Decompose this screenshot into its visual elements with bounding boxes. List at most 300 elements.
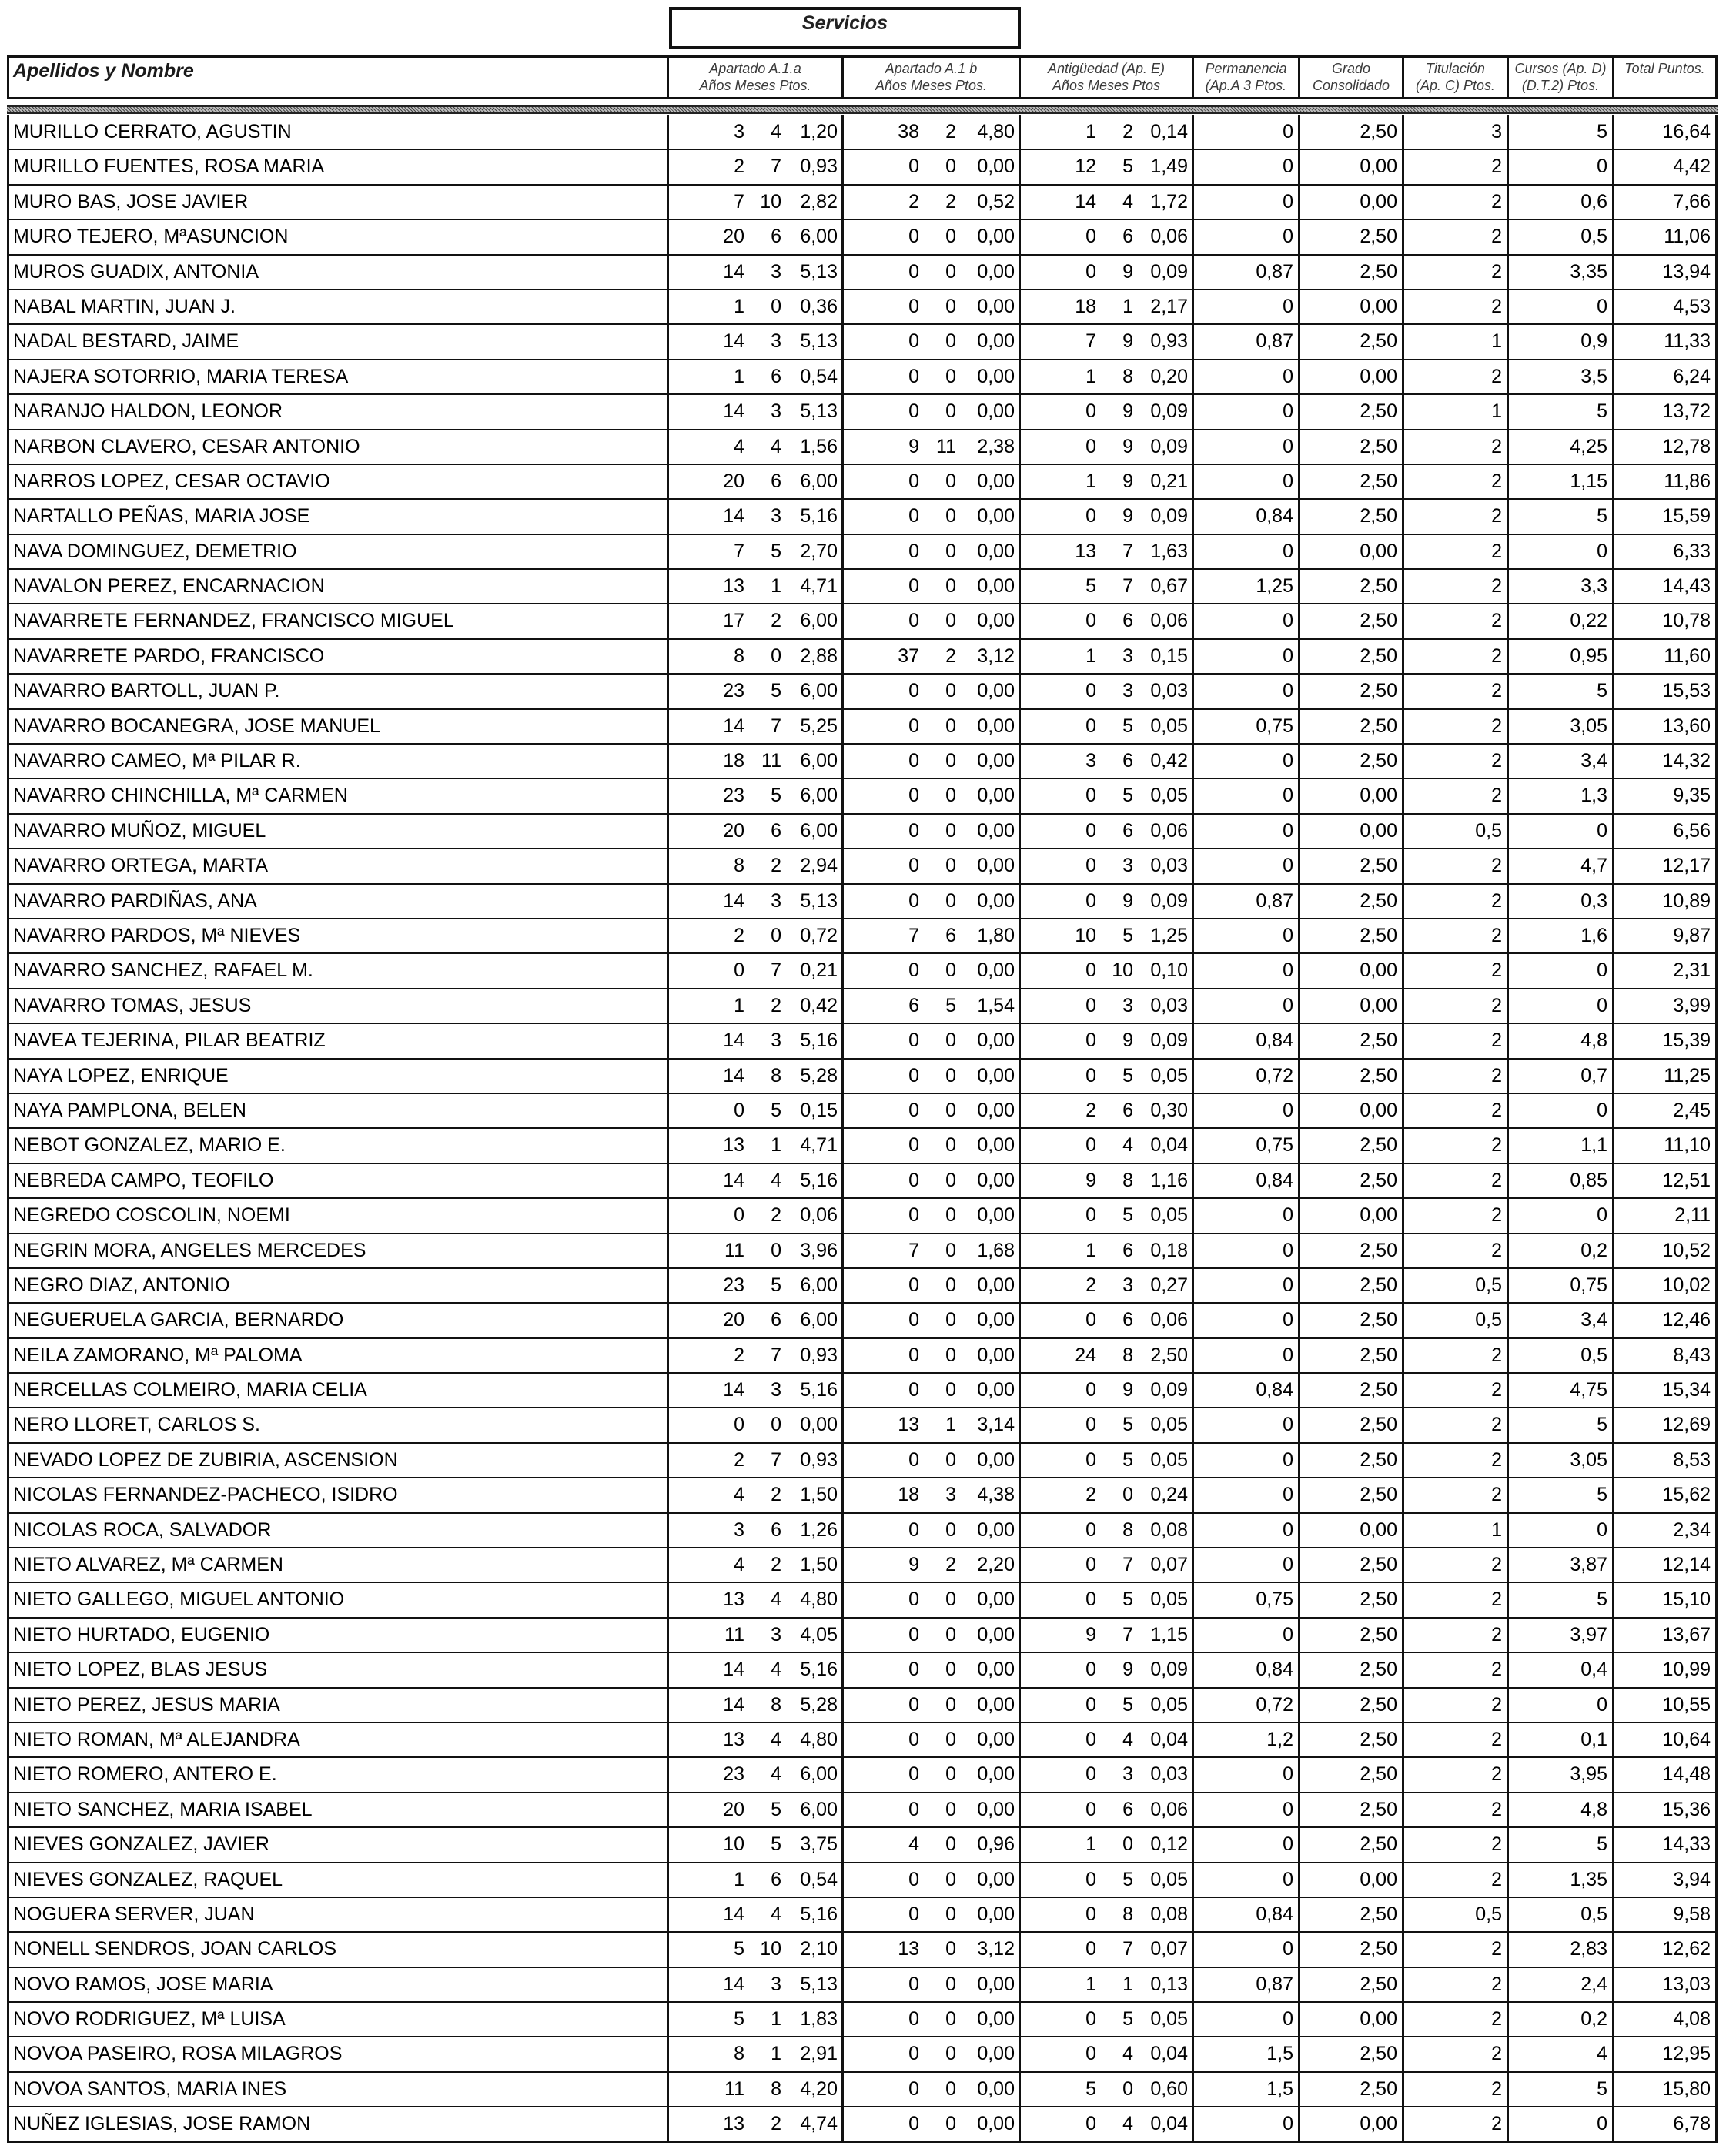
cell-grado: 2,50 bbox=[1300, 1304, 1404, 1337]
cell-tit: 2 bbox=[1404, 256, 1509, 289]
cell-a1b bbox=[844, 1060, 1021, 1093]
cell-perm: 0 bbox=[1194, 1863, 1300, 1897]
cell-ant-meses: 6 bbox=[1122, 1099, 1133, 1121]
cell-grado: 2,50 bbox=[1300, 116, 1404, 149]
cell-a1a-anos: 5 bbox=[734, 1938, 744, 1960]
cell-name: NIETO ALVAREZ, Mª CARMEN bbox=[7, 1548, 669, 1582]
cell-ant bbox=[1021, 2037, 1194, 2071]
cell-tit: 2 bbox=[1404, 779, 1509, 812]
cell-a1b bbox=[844, 360, 1021, 393]
table-row bbox=[7, 1968, 1718, 2003]
cell-total: 15,10 bbox=[1614, 1583, 1718, 1616]
cell-a1b bbox=[844, 849, 1021, 882]
table-row bbox=[7, 430, 1718, 465]
cell-a1a-meses: 1 bbox=[771, 2008, 781, 2030]
cell-ant-meses: 3 bbox=[1122, 994, 1133, 1016]
cell-a1a bbox=[669, 2003, 844, 2036]
cell-ant-ptos: 0,05 bbox=[1150, 2008, 1188, 2030]
cell-ant bbox=[1021, 535, 1194, 568]
cell-total: 14,32 bbox=[1614, 745, 1718, 778]
cell-grado: 2,50 bbox=[1300, 919, 1404, 952]
cell-grado: 2,50 bbox=[1300, 395, 1404, 428]
cell-a1a-anos: 20 bbox=[723, 1798, 744, 1820]
cell-ant-meses: 9 bbox=[1122, 1379, 1133, 1401]
cell-a1b-anos: 7 bbox=[908, 924, 919, 946]
cell-a1b bbox=[844, 779, 1021, 812]
cell-a1a bbox=[669, 325, 844, 358]
cell-ant-ptos: 1,72 bbox=[1150, 190, 1188, 213]
table-row bbox=[7, 1444, 1718, 1478]
table-row bbox=[7, 1828, 1718, 1863]
cell-a1b bbox=[844, 465, 1021, 498]
cell-a1a-meses: 4 bbox=[771, 121, 781, 142]
cell-grado: 2,50 bbox=[1300, 2073, 1404, 2106]
cell-total: 6,24 bbox=[1614, 360, 1718, 393]
cell-a1a bbox=[669, 919, 844, 952]
cell-a1a-ptos: 5,13 bbox=[800, 260, 838, 283]
cell-ant bbox=[1021, 1793, 1194, 1826]
cell-a1b-meses: 0 bbox=[945, 1693, 956, 1716]
cell-a1a-anos: 13 bbox=[723, 1134, 744, 1157]
cell-tit: 2 bbox=[1404, 604, 1509, 638]
cell-a1b-ptos: 0,00 bbox=[977, 819, 1015, 842]
cell-a1a-anos: 2 bbox=[734, 1448, 744, 1471]
cell-tit: 2 bbox=[1404, 1689, 1509, 1722]
cell-a1b-meses: 0 bbox=[945, 2113, 956, 2135]
cell-a1b-ptos: 0,00 bbox=[977, 1309, 1015, 1331]
cell-total: 10,78 bbox=[1614, 604, 1718, 638]
cell-tit: 2 bbox=[1404, 1548, 1509, 1582]
cell-a1a-meses: 5 bbox=[771, 785, 781, 807]
cell-ant-meses: 9 bbox=[1122, 505, 1133, 527]
cell-a1a bbox=[669, 675, 844, 708]
cell-perm: 0 bbox=[1194, 989, 1300, 1023]
cell-a1b-meses: 1 bbox=[945, 1414, 956, 1436]
cell-a1b-anos: 0 bbox=[908, 1728, 919, 1750]
cell-a1a-anos: 14 bbox=[723, 505, 744, 527]
cell-ant bbox=[1021, 1408, 1194, 1441]
cell-tit: 3 bbox=[1404, 116, 1509, 149]
cell-a1b-anos: 9 bbox=[908, 435, 919, 457]
cell-a1a-meses: 3 bbox=[771, 260, 781, 283]
cell-a1b-anos: 0 bbox=[908, 1868, 919, 1890]
cell-a1b-meses: 0 bbox=[945, 785, 956, 807]
cell-a1b-ptos: 0,00 bbox=[977, 959, 1015, 982]
cell-cursos: 0,2 bbox=[1509, 1234, 1614, 1267]
cell-grado: 2,50 bbox=[1300, 1408, 1404, 1441]
table-row bbox=[7, 1514, 1718, 1548]
cell-a1b-ptos: 0,00 bbox=[977, 575, 1015, 598]
cell-a1a-ptos: 6,00 bbox=[800, 785, 838, 807]
cell-ant-ptos: 0,09 bbox=[1150, 435, 1188, 457]
cell-ant-meses: 6 bbox=[1122, 1798, 1133, 1820]
cell-tit: 2 bbox=[1404, 640, 1509, 673]
cell-perm: 0,75 bbox=[1194, 1129, 1300, 1162]
cell-grado: 2,50 bbox=[1300, 325, 1404, 358]
cell-a1b bbox=[844, 186, 1021, 219]
cell-ant-anos: 14 bbox=[1075, 190, 1096, 213]
cell-a1a-anos: 0 bbox=[734, 1414, 744, 1436]
cell-a1b bbox=[844, 395, 1021, 428]
cell-a1b-meses: 0 bbox=[945, 1973, 956, 1995]
cell-a1b bbox=[844, 640, 1021, 673]
cell-ant bbox=[1021, 2003, 1194, 2036]
cell-name: NAVARRO BOCANEGRA, JOSE MANUEL bbox=[7, 710, 669, 743]
cell-ant-meses: 8 bbox=[1122, 1169, 1133, 1191]
cell-name: NAYA PAMPLONA, BELEN bbox=[7, 1094, 669, 1127]
cell-ant-meses: 9 bbox=[1122, 400, 1133, 423]
cell-a1b bbox=[844, 1828, 1021, 1861]
cell-a1a-meses: 0 bbox=[771, 644, 781, 667]
table-row bbox=[7, 2003, 1718, 2037]
cell-total: 15,53 bbox=[1614, 675, 1718, 708]
cell-cursos: 5 bbox=[1509, 1478, 1614, 1512]
table-row bbox=[7, 745, 1718, 779]
cell-a1b bbox=[844, 2073, 1021, 2106]
cell-a1a bbox=[669, 1374, 844, 1407]
cell-a1a bbox=[669, 360, 844, 393]
cell-a1b-anos: 0 bbox=[908, 2113, 919, 2135]
cell-ant-anos: 0 bbox=[1085, 959, 1096, 982]
servicios-label: Servicios bbox=[801, 12, 888, 34]
cell-name: NAVA DOMINGUEZ, DEMETRIO bbox=[7, 535, 669, 568]
cell-grado: 0,00 bbox=[1300, 815, 1404, 848]
cell-grado: 2,50 bbox=[1300, 1793, 1404, 1826]
cell-tit: 2 bbox=[1404, 186, 1509, 219]
cell-perm: 0 bbox=[1194, 1933, 1300, 1966]
cell-ant-meses: 6 bbox=[1122, 819, 1133, 842]
cell-ant-ptos: 0,12 bbox=[1150, 1833, 1188, 1856]
cell-a1a bbox=[669, 430, 844, 464]
cell-ant-ptos: 0,06 bbox=[1150, 1798, 1188, 1820]
cell-a1b-meses: 0 bbox=[945, 400, 956, 423]
cell-ant bbox=[1021, 1094, 1194, 1127]
cell-name: NAVARRO CHINCHILLA, Mª CARMEN bbox=[7, 779, 669, 812]
cell-a1b-anos: 0 bbox=[908, 1798, 919, 1820]
cell-ant-anos: 0 bbox=[1085, 260, 1096, 283]
column-header-a1a-title: Apartado A.1.a bbox=[709, 61, 801, 76]
cell-ant-meses: 0 bbox=[1122, 1484, 1133, 1506]
cell-a1a-meses: 7 bbox=[771, 156, 781, 178]
cell-tit: 2 bbox=[1404, 1129, 1509, 1162]
cell-a1a bbox=[669, 1828, 844, 1861]
cell-ant bbox=[1021, 395, 1194, 428]
cell-a1b-ptos: 0,00 bbox=[977, 295, 1015, 317]
cell-perm: 0 bbox=[1194, 1828, 1300, 1861]
cell-ant bbox=[1021, 430, 1194, 464]
cell-ant bbox=[1021, 1269, 1194, 1302]
cell-cursos: 4,25 bbox=[1509, 430, 1614, 464]
cell-a1b bbox=[844, 1199, 1021, 1232]
cell-a1a-meses: 2 bbox=[771, 1204, 781, 1227]
cell-perm: 0 bbox=[1194, 954, 1300, 987]
column-header-a1a bbox=[669, 58, 844, 97]
cell-grado: 2,50 bbox=[1300, 1444, 1404, 1477]
cell-ant-anos: 0 bbox=[1085, 2008, 1096, 2030]
cell-a1a-anos: 14 bbox=[723, 1693, 744, 1716]
cell-tit: 2 bbox=[1404, 849, 1509, 882]
cell-ant-meses: 3 bbox=[1122, 855, 1133, 877]
cell-a1b-ptos: 0,00 bbox=[977, 1518, 1015, 1541]
cell-a1a-meses: 1 bbox=[771, 2043, 781, 2065]
cell-ant-ptos: 0,67 bbox=[1150, 575, 1188, 598]
cell-a1a-meses: 11 bbox=[761, 750, 781, 772]
cell-cursos: 3,4 bbox=[1509, 1304, 1614, 1337]
cell-ant bbox=[1021, 919, 1194, 952]
cell-ant-anos: 0 bbox=[1085, 1379, 1096, 1401]
cell-a1a-meses: 5 bbox=[771, 1274, 781, 1296]
cell-a1a-ptos: 5,13 bbox=[800, 400, 838, 423]
cell-a1b-anos: 38 bbox=[898, 121, 919, 142]
cell-a1b-ptos: 0,00 bbox=[977, 1903, 1015, 1925]
cell-grado: 2,50 bbox=[1300, 1339, 1404, 1372]
cell-a1b-ptos: 0,00 bbox=[977, 1693, 1015, 1716]
cell-perm: 0 bbox=[1194, 186, 1300, 219]
cell-grado: 2,50 bbox=[1300, 570, 1404, 603]
cell-a1a-ptos: 6,00 bbox=[800, 226, 838, 248]
cell-a1b-ptos: 0,00 bbox=[977, 1134, 1015, 1157]
cell-a1b-anos: 0 bbox=[908, 1204, 919, 1227]
cell-a1b-anos: 0 bbox=[908, 365, 919, 387]
cell-a1a-anos: 8 bbox=[734, 644, 744, 667]
cell-grado: 2,50 bbox=[1300, 1828, 1404, 1861]
cell-a1a bbox=[669, 1968, 844, 2001]
cell-a1a bbox=[669, 779, 844, 812]
cell-a1a-ptos: 0,93 bbox=[800, 1344, 838, 1366]
cell-tit: 2 bbox=[1404, 1374, 1509, 1407]
cell-total: 10,02 bbox=[1614, 1269, 1718, 1302]
cell-a1b bbox=[844, 150, 1021, 183]
cell-grado: 2,50 bbox=[1300, 1164, 1404, 1197]
cell-a1a-meses: 3 bbox=[771, 1029, 781, 1052]
cell-ant-anos: 0 bbox=[1085, 226, 1096, 248]
column-header-antiguedad-subtitle: Años Meses Ptos bbox=[1052, 78, 1161, 93]
cell-tit: 1 bbox=[1404, 1514, 1509, 1547]
table-row bbox=[7, 1094, 1718, 1129]
cell-ant bbox=[1021, 290, 1194, 323]
table-row bbox=[7, 1723, 1718, 1758]
cell-perm: 0 bbox=[1194, 2107, 1300, 2141]
cell-a1b-anos: 0 bbox=[908, 295, 919, 317]
cell-a1a bbox=[669, 640, 844, 673]
cell-a1a bbox=[669, 1933, 844, 1966]
table-row bbox=[7, 1898, 1718, 1933]
cell-ant-ptos: 0,60 bbox=[1150, 2077, 1188, 2100]
cell-a1a-anos: 14 bbox=[723, 1029, 744, 1052]
cell-ant-ptos: 0,07 bbox=[1150, 1554, 1188, 1576]
cell-cursos: 0,95 bbox=[1509, 640, 1614, 673]
cell-total: 11,25 bbox=[1614, 1060, 1718, 1093]
cell-ant-ptos: 0,09 bbox=[1150, 260, 1188, 283]
cell-total: 10,52 bbox=[1614, 1234, 1718, 1267]
cell-a1b-anos: 0 bbox=[908, 2077, 919, 2100]
cell-a1b-anos: 13 bbox=[898, 1938, 919, 1960]
cell-grado: 2,50 bbox=[1300, 1898, 1404, 1931]
cell-name: NOGUERA SERVER, JUAN bbox=[7, 1898, 669, 1931]
table-row bbox=[7, 849, 1718, 884]
cell-cursos: 0 bbox=[1509, 989, 1614, 1023]
cell-ant bbox=[1021, 779, 1194, 812]
cell-total: 13,94 bbox=[1614, 256, 1718, 289]
cell-ant-ptos: 0,05 bbox=[1150, 1414, 1188, 1436]
cell-a1b bbox=[844, 1898, 1021, 1931]
cell-a1a-meses: 5 bbox=[771, 1833, 781, 1856]
cell-ant-meses: 3 bbox=[1122, 644, 1133, 667]
cell-ant-ptos: 0,03 bbox=[1150, 855, 1188, 877]
cell-a1a-anos: 14 bbox=[723, 889, 744, 912]
cell-name: NARANJO HALDON, LEONOR bbox=[7, 395, 669, 428]
cell-tit: 2 bbox=[1404, 745, 1509, 778]
cell-total: 2,34 bbox=[1614, 1514, 1718, 1547]
cell-ant-ptos: 0,09 bbox=[1150, 505, 1188, 527]
cell-a1a bbox=[669, 1689, 844, 1722]
cell-grado: 0,00 bbox=[1300, 989, 1404, 1023]
cell-a1a-meses: 0 bbox=[771, 924, 781, 946]
cell-a1b-meses: 0 bbox=[945, 1169, 956, 1191]
cell-a1b-ptos: 0,96 bbox=[977, 1833, 1015, 1856]
cell-ant-ptos: 0,05 bbox=[1150, 1204, 1188, 1227]
table-row bbox=[7, 815, 1718, 849]
cell-a1b-meses: 0 bbox=[945, 1448, 956, 1471]
cell-ant-meses: 4 bbox=[1122, 1134, 1133, 1157]
cell-cursos: 5 bbox=[1509, 1583, 1614, 1616]
cell-name: NEGUERUELA GARCIA, BERNARDO bbox=[7, 1304, 669, 1337]
cell-a1a bbox=[669, 116, 844, 149]
cell-cursos: 1,6 bbox=[1509, 919, 1614, 952]
cell-ant-ptos: 0,06 bbox=[1150, 1309, 1188, 1331]
cell-a1a-anos: 14 bbox=[723, 1064, 744, 1086]
cell-ant-meses: 5 bbox=[1122, 785, 1133, 807]
cell-cursos: 5 bbox=[1509, 500, 1614, 533]
cell-perm: 0,87 bbox=[1194, 325, 1300, 358]
cell-perm: 0 bbox=[1194, 779, 1300, 812]
cell-name: NAVEA TEJERINA, PILAR BEATRIZ bbox=[7, 1024, 669, 1057]
cell-a1a-ptos: 0,15 bbox=[800, 1099, 838, 1121]
cell-name: NOVOA PASEIRO, ROSA MILAGROS bbox=[7, 2037, 669, 2071]
cell-name: NIEVES GONZALEZ, RAQUEL bbox=[7, 1863, 669, 1897]
cell-a1b-ptos: 0,00 bbox=[977, 1659, 1015, 1681]
cell-perm: 0,84 bbox=[1194, 1164, 1300, 1197]
cell-a1b-meses: 0 bbox=[945, 1204, 956, 1227]
cell-ant-ptos: 0,10 bbox=[1150, 959, 1188, 982]
cell-a1a bbox=[669, 500, 844, 533]
cell-a1b-meses: 0 bbox=[945, 750, 956, 772]
table-row bbox=[7, 919, 1718, 954]
cell-a1a-meses: 4 bbox=[771, 435, 781, 457]
cell-a1b bbox=[844, 1444, 1021, 1477]
cell-ant-anos: 0 bbox=[1085, 819, 1096, 842]
cell-perm: 0 bbox=[1194, 116, 1300, 149]
cell-total: 15,36 bbox=[1614, 1793, 1718, 1826]
cell-a1a-ptos: 0,36 bbox=[800, 295, 838, 317]
cell-perm: 0,84 bbox=[1194, 1653, 1300, 1686]
cell-a1b bbox=[844, 1304, 1021, 1337]
cell-tit: 0,5 bbox=[1404, 815, 1509, 848]
cell-a1a-anos: 20 bbox=[723, 1309, 744, 1331]
column-header-a1b bbox=[844, 58, 1021, 97]
column-header-permanencia-title: Permanencia bbox=[1205, 61, 1287, 76]
cell-a1a-ptos: 5,28 bbox=[800, 1064, 838, 1086]
cell-ant-anos: 0 bbox=[1085, 1693, 1096, 1716]
cell-total: 10,99 bbox=[1614, 1653, 1718, 1686]
cell-ant-ptos: 0,30 bbox=[1150, 1099, 1188, 1121]
cell-grado: 0,00 bbox=[1300, 186, 1404, 219]
cell-a1a bbox=[669, 290, 844, 323]
table-header bbox=[7, 55, 1718, 99]
cell-a1b-ptos: 0,00 bbox=[977, 1623, 1015, 1645]
table-row bbox=[7, 570, 1718, 604]
cell-ant-anos: 0 bbox=[1085, 1903, 1096, 1925]
cell-grado: 2,50 bbox=[1300, 1653, 1404, 1686]
cell-a1b-ptos: 4,38 bbox=[977, 1484, 1015, 1506]
column-header-name bbox=[7, 58, 669, 97]
cell-perm: 0 bbox=[1194, 1269, 1300, 1302]
cell-ant-ptos: 0,13 bbox=[1150, 1973, 1188, 1995]
cell-ant bbox=[1021, 220, 1194, 253]
cell-cursos: 3,87 bbox=[1509, 1548, 1614, 1582]
cell-a1a bbox=[669, 1619, 844, 1652]
cell-perm: 1,5 bbox=[1194, 2073, 1300, 2106]
cell-ant-meses: 1 bbox=[1122, 1973, 1133, 1995]
cell-ant-ptos: 0,09 bbox=[1150, 1029, 1188, 1052]
cell-a1b-meses: 0 bbox=[945, 1134, 956, 1157]
column-header-titulacion-subtitle: (Ap. C) Ptos. bbox=[1415, 78, 1496, 93]
cell-a1a-ptos: 4,71 bbox=[800, 575, 838, 598]
cell-a1a-ptos: 1,20 bbox=[800, 121, 838, 142]
table-row bbox=[7, 640, 1718, 675]
cell-name: NEBOT GONZALEZ, MARIO E. bbox=[7, 1129, 669, 1162]
cell-name: NARTALLO PEÑAS, MARIA JOSE bbox=[7, 500, 669, 533]
cell-a1a-anos: 20 bbox=[723, 470, 744, 492]
cell-tit: 2 bbox=[1404, 1234, 1509, 1267]
cell-a1a-anos: 18 bbox=[723, 750, 744, 772]
cell-total: 2,45 bbox=[1614, 1094, 1718, 1127]
cell-ant-ptos: 0,04 bbox=[1150, 2043, 1188, 2065]
table-row bbox=[7, 2037, 1718, 2072]
cell-a1b bbox=[844, 535, 1021, 568]
cell-a1a-meses: 2 bbox=[771, 2113, 781, 2135]
cell-a1a-anos: 1 bbox=[734, 295, 744, 317]
cell-ant-ptos: 1,49 bbox=[1150, 156, 1188, 178]
cell-a1a-ptos: 5,16 bbox=[800, 1169, 838, 1191]
cell-a1a-anos: 10 bbox=[723, 1833, 744, 1856]
cell-ant bbox=[1021, 465, 1194, 498]
cell-a1a-anos: 8 bbox=[734, 2043, 744, 2065]
cell-ant-anos: 0 bbox=[1085, 1589, 1096, 1611]
cell-a1b-anos: 0 bbox=[908, 1693, 919, 1716]
cell-total: 10,64 bbox=[1614, 1723, 1718, 1756]
cell-ant-anos: 0 bbox=[1085, 1204, 1096, 1227]
cell-ant-meses: 6 bbox=[1122, 226, 1133, 248]
cell-a1a-meses: 7 bbox=[771, 1344, 781, 1366]
cell-name: MURO BAS, JOSE JAVIER bbox=[7, 186, 669, 219]
cell-ant bbox=[1021, 640, 1194, 673]
cell-a1b bbox=[844, 745, 1021, 778]
cell-total: 7,66 bbox=[1614, 186, 1718, 219]
cell-total: 15,34 bbox=[1614, 1374, 1718, 1407]
cell-perm: 0 bbox=[1194, 1408, 1300, 1441]
cell-ant-anos: 1 bbox=[1085, 1833, 1096, 1856]
cell-name: NAJERA SOTORRIO, MARIA TERESA bbox=[7, 360, 669, 393]
cell-perm: 0 bbox=[1194, 1304, 1300, 1337]
cell-a1a-ptos: 6,00 bbox=[800, 1763, 838, 1786]
cell-grado: 2,50 bbox=[1300, 1548, 1404, 1582]
cell-ant-ptos: 0,03 bbox=[1150, 680, 1188, 702]
cell-ant-meses: 5 bbox=[1122, 1204, 1133, 1227]
cell-a1b-anos: 4 bbox=[908, 1833, 919, 1856]
cell-a1a-anos: 0 bbox=[734, 959, 744, 982]
cell-tit: 1 bbox=[1404, 395, 1509, 428]
